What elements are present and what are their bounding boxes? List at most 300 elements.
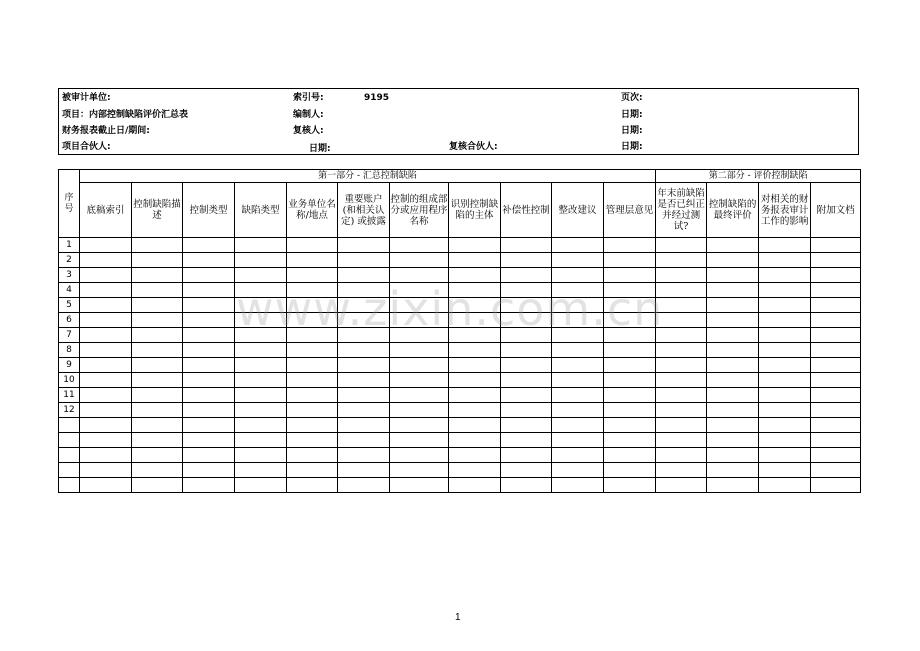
table-cell[interactable] [707,373,759,388]
table-cell[interactable] [656,253,707,268]
table-cell[interactable] [811,268,861,283]
table-cell[interactable] [552,433,604,448]
table-cell[interactable] [707,313,759,328]
table-cell[interactable] [707,403,759,418]
table-cell[interactable] [811,313,861,328]
table-cell[interactable] [235,433,287,448]
table-cell[interactable] [80,298,132,313]
table-cell[interactable] [707,448,759,463]
row-number-cell[interactable]: 11 [59,388,80,403]
row-number-cell[interactable]: 1 [59,238,80,253]
table-cell[interactable] [501,238,552,253]
table-cell[interactable] [80,373,132,388]
table-cell[interactable] [390,463,449,478]
table-cell[interactable] [390,268,449,283]
table-cell[interactable] [501,268,552,283]
col-header-impact: 对相关的财务报表审计工作的影响 [759,183,811,238]
table-cell[interactable] [338,253,390,268]
page-number: 1 [455,612,461,623]
table-cell[interactable] [811,403,861,418]
table-cell[interactable] [338,463,390,478]
table-cell[interactable] [811,388,861,403]
table-cell[interactable] [80,253,132,268]
table-cell[interactable] [287,358,338,373]
table-cell[interactable] [390,298,449,313]
table-cell[interactable] [811,283,861,298]
table-cell[interactable] [604,253,656,268]
table-cell[interactable] [501,373,552,388]
col-header-remediation: 整改建议 [552,183,604,238]
table-cell[interactable] [759,328,811,343]
table-cell[interactable] [707,433,759,448]
table-cell[interactable] [390,403,449,418]
table-cell[interactable] [449,268,501,283]
row-number-cell[interactable]: 8 [59,343,80,358]
table-row [59,238,861,253]
table-cell[interactable] [235,463,287,478]
table-cell[interactable] [338,313,390,328]
table-cell[interactable] [183,343,235,358]
table-cell[interactable] [183,433,235,448]
table-cell[interactable] [604,298,656,313]
table-cell[interactable] [811,298,861,313]
table-cell[interactable] [132,328,183,343]
project-title: 项目：内部控制缺陷评价汇总表 [62,110,189,120]
table-row [59,448,861,463]
table-cell[interactable] [390,358,449,373]
table-cell[interactable] [338,433,390,448]
table-cell[interactable] [235,418,287,433]
table-cell[interactable] [759,268,811,283]
row-number-cell[interactable]: 5 [59,298,80,313]
table-cell[interactable] [235,373,287,388]
table-cell[interactable] [183,478,235,493]
table-cell[interactable] [552,268,604,283]
table-cell[interactable] [80,328,132,343]
table-cell[interactable] [501,313,552,328]
table-cell[interactable] [604,418,656,433]
table-cell[interactable] [287,418,338,433]
table-cell[interactable] [604,238,656,253]
table-cell[interactable] [287,373,338,388]
table-cell[interactable] [132,253,183,268]
col-header-business-unit: 业务单位名称/地点 [287,183,338,238]
table-cell[interactable] [811,418,861,433]
table-cell[interactable] [759,358,811,373]
table-cell[interactable] [287,463,338,478]
table-cell[interactable] [80,358,132,373]
table-cell[interactable] [390,238,449,253]
table-cell[interactable] [449,253,501,268]
table-cell[interactable] [501,388,552,403]
col-header-attachment: 附加文档 [811,183,861,238]
table-cell[interactable] [501,478,552,493]
date-label-3: 日期: [309,144,331,154]
table-cell[interactable] [759,253,811,268]
table-cell[interactable] [501,463,552,478]
table-cell[interactable] [183,358,235,373]
table-cell[interactable] [287,388,338,403]
table-cell[interactable] [390,343,449,358]
table-cell[interactable] [811,448,861,463]
table-cell[interactable] [80,283,132,298]
table-cell[interactable] [80,433,132,448]
table-cell[interactable] [287,283,338,298]
table-cell[interactable] [707,283,759,298]
col-header-final-eval: 控制缺陷的最终评价 [707,183,759,238]
table-cell[interactable] [604,268,656,283]
table-cell[interactable] [390,283,449,298]
table-cell[interactable] [552,253,604,268]
table-cell[interactable] [501,448,552,463]
table-cell[interactable] [132,313,183,328]
table-cell[interactable] [707,358,759,373]
table-cell[interactable] [449,373,501,388]
table-cell[interactable] [390,388,449,403]
table-cell[interactable] [287,403,338,418]
table-cell[interactable] [449,433,501,448]
table-cell[interactable] [707,478,759,493]
table-cell[interactable] [390,448,449,463]
table-cell[interactable] [604,313,656,328]
table-cell[interactable] [604,358,656,373]
table-cell[interactable] [449,448,501,463]
table-cell[interactable] [552,403,604,418]
table-cell[interactable] [132,403,183,418]
table-cell[interactable] [183,373,235,388]
table-cell[interactable] [287,448,338,463]
table-cell[interactable] [235,268,287,283]
table-cell[interactable] [656,313,707,328]
table-cell[interactable] [132,463,183,478]
table-cell[interactable] [501,418,552,433]
table-cell[interactable] [80,388,132,403]
row-number-cell[interactable]: 3 [59,268,80,283]
table-cell[interactable] [656,373,707,388]
table-cell[interactable] [552,343,604,358]
table-cell[interactable] [449,358,501,373]
table-cell[interactable] [449,238,501,253]
table-cell[interactable] [501,283,552,298]
table-cell[interactable] [604,478,656,493]
table-cell[interactable] [183,238,235,253]
table-cell[interactable] [552,298,604,313]
table-cell[interactable] [390,373,449,388]
table-cell[interactable] [552,313,604,328]
table-cell[interactable] [656,268,707,283]
table-cell[interactable] [552,478,604,493]
table-cell[interactable] [287,343,338,358]
table-cell[interactable] [811,463,861,478]
table-cell[interactable] [183,328,235,343]
table-cell[interactable] [552,418,604,433]
table-cell[interactable] [759,373,811,388]
table-cell[interactable] [759,298,811,313]
table-cell[interactable] [132,298,183,313]
table-cell[interactable] [132,388,183,403]
table-cell[interactable] [80,403,132,418]
table-cell[interactable] [811,433,861,448]
table-cell[interactable] [501,298,552,313]
table-cell[interactable] [132,343,183,358]
table-cell[interactable] [604,283,656,298]
table-cell[interactable] [287,478,338,493]
table-cell[interactable] [132,433,183,448]
table-cell[interactable] [183,313,235,328]
table-cell[interactable] [183,268,235,283]
table-cell[interactable] [132,268,183,283]
table-cell[interactable] [707,268,759,283]
table-cell[interactable] [656,433,707,448]
table-cell[interactable] [604,433,656,448]
table-cell[interactable] [287,313,338,328]
table-cell[interactable] [759,448,811,463]
table-row [59,283,861,298]
table-cell[interactable] [183,388,235,403]
table-cell[interactable] [235,478,287,493]
table-cell[interactable] [552,358,604,373]
table-cell[interactable] [759,283,811,298]
table-cell[interactable] [390,418,449,433]
table-cell[interactable] [552,328,604,343]
table-cell[interactable] [811,328,861,343]
table-cell[interactable] [235,283,287,298]
table-cell[interactable] [811,373,861,388]
table-cell[interactable] [656,358,707,373]
table-cell[interactable] [390,313,449,328]
table-cell[interactable] [552,283,604,298]
table-cell[interactable] [338,478,390,493]
table-cell[interactable] [759,238,811,253]
deficiency-table-wrapper [58,169,861,493]
table-cell[interactable] [604,463,656,478]
row-number-cell[interactable]: 12 [59,403,80,418]
row-number-cell[interactable] [59,448,80,463]
table-cell[interactable] [338,238,390,253]
table-cell[interactable] [80,448,132,463]
table-cell[interactable] [656,328,707,343]
table-cell[interactable] [132,358,183,373]
table-cell[interactable] [132,283,183,298]
table-cell[interactable] [759,433,811,448]
row-number-cell[interactable]: 6 [59,313,80,328]
table-cell[interactable] [287,268,338,283]
table-cell[interactable] [811,238,861,253]
row-number-cell[interactable]: 10 [59,373,80,388]
table-cell[interactable] [80,268,132,283]
table-cell[interactable] [707,238,759,253]
table-cell[interactable] [501,343,552,358]
table-cell[interactable] [449,328,501,343]
table-cell[interactable] [287,238,338,253]
table-cell[interactable] [656,403,707,418]
table-cell[interactable] [656,343,707,358]
table-cell[interactable] [449,418,501,433]
table-cell[interactable] [707,388,759,403]
col-header-account: 重要账户(和相关认定) 或披露 [338,183,390,238]
table-cell[interactable] [338,328,390,343]
table-row [59,268,861,283]
table-cell[interactable] [604,448,656,463]
table-cell[interactable] [338,403,390,418]
table-cell[interactable] [552,238,604,253]
table-cell[interactable] [390,253,449,268]
partner-label: 项目合伙人: [62,142,111,152]
table-cell[interactable] [183,418,235,433]
table-row [59,343,861,358]
table-cell[interactable] [132,373,183,388]
table-cell[interactable] [338,448,390,463]
table-cell[interactable] [183,463,235,478]
row-number-cell[interactable] [59,433,80,448]
period-label: 财务报表截止日/期间: [62,126,150,136]
table-cell[interactable] [656,283,707,298]
table-cell[interactable] [132,238,183,253]
table-cell[interactable] [656,388,707,403]
table-cell[interactable] [604,403,656,418]
table-cell[interactable] [183,253,235,268]
table-cell[interactable] [132,418,183,433]
table-cell[interactable] [501,328,552,343]
table-cell[interactable] [656,298,707,313]
table-cell[interactable] [338,343,390,358]
row-number-cell[interactable] [59,478,80,493]
table-cell[interactable] [449,343,501,358]
table-cell[interactable] [656,463,707,478]
table-cell[interactable] [287,253,338,268]
part2-title: 第二部分 - 评价控制缺陷 [656,170,861,183]
row-number-cell[interactable]: 4 [59,283,80,298]
row-number-cell[interactable] [59,418,80,433]
table-cell[interactable] [338,373,390,388]
table-cell[interactable] [235,343,287,358]
table-cell[interactable] [449,313,501,328]
table-cell[interactable] [338,283,390,298]
table-cell[interactable] [338,298,390,313]
row-number-cell[interactable] [59,463,80,478]
table-cell[interactable] [604,328,656,343]
table-cell[interactable] [390,328,449,343]
table-cell[interactable] [80,478,132,493]
table-cell[interactable] [811,343,861,358]
table-cell[interactable] [552,463,604,478]
table-cell[interactable] [604,373,656,388]
table-row [59,358,861,373]
table-cell[interactable] [707,328,759,343]
table-cell[interactable] [759,463,811,478]
table-cell[interactable] [811,358,861,373]
table-cell[interactable] [390,478,449,493]
table-row [59,478,861,493]
table-cell[interactable] [183,448,235,463]
table-cell[interactable] [80,343,132,358]
table-cell[interactable] [183,298,235,313]
table-cell[interactable] [707,298,759,313]
table-row [59,313,861,328]
table-cell[interactable] [235,328,287,343]
table-cell[interactable] [552,373,604,388]
table-cell[interactable] [80,463,132,478]
table-cell[interactable] [80,313,132,328]
table-cell[interactable] [183,403,235,418]
table-cell[interactable] [449,463,501,478]
table-cell[interactable] [235,238,287,253]
table-cell[interactable] [235,388,287,403]
table-row [59,298,861,313]
table-cell[interactable] [656,418,707,433]
table-cell[interactable] [759,313,811,328]
table-cell[interactable] [235,358,287,373]
col-header-management: 管理层意见 [604,183,656,238]
table-cell[interactable] [656,478,707,493]
table-cell[interactable] [390,433,449,448]
table-cell[interactable] [501,433,552,448]
table-cell[interactable] [811,478,861,493]
table-cell[interactable] [449,403,501,418]
table-cell[interactable] [338,358,390,373]
row-number-cell[interactable]: 2 [59,253,80,268]
table-cell[interactable] [707,463,759,478]
table-cell[interactable] [759,478,811,493]
header-box [58,88,859,155]
table-cell[interactable] [338,388,390,403]
table-cell[interactable] [235,448,287,463]
table-cell[interactable] [449,283,501,298]
row-number-cell[interactable]: 9 [59,358,80,373]
table-cell[interactable] [287,298,338,313]
table-cell[interactable] [235,403,287,418]
table-cell[interactable] [707,343,759,358]
table-cell[interactable] [811,253,861,268]
table-cell[interactable] [80,238,132,253]
table-cell[interactable] [707,418,759,433]
table-cell[interactable] [759,403,811,418]
table-cell[interactable] [501,358,552,373]
table-cell[interactable] [449,388,501,403]
table-cell[interactable] [656,238,707,253]
table-cell[interactable] [759,418,811,433]
table-cell[interactable] [759,343,811,358]
table-cell[interactable] [604,388,656,403]
table-cell[interactable] [338,418,390,433]
table-cell[interactable] [183,283,235,298]
table-cell[interactable] [80,418,132,433]
table-cell[interactable] [604,343,656,358]
table-cell[interactable] [552,388,604,403]
table-row [59,388,861,403]
watermark: www.zixin.com.cn [236,282,664,336]
table-cell[interactable] [235,313,287,328]
table-cell[interactable] [656,448,707,463]
table-cell[interactable] [132,448,183,463]
col-header-identifier: 识别控制缺陷的主体 [449,183,501,238]
table-cell[interactable] [449,298,501,313]
table-cell[interactable] [287,328,338,343]
table-cell[interactable] [449,478,501,493]
table-cell[interactable] [132,478,183,493]
table-cell[interactable] [235,253,287,268]
table-cell[interactable] [501,403,552,418]
table-cell[interactable] [552,448,604,463]
table-cell[interactable] [338,268,390,283]
table-cell[interactable] [287,433,338,448]
table-cell[interactable] [235,298,287,313]
row-number-cell[interactable]: 7 [59,328,80,343]
audited-unit-label: 被审计单位: [62,93,111,103]
table-cell[interactable] [707,253,759,268]
table-cell[interactable] [501,253,552,268]
table-cell[interactable] [759,388,811,403]
